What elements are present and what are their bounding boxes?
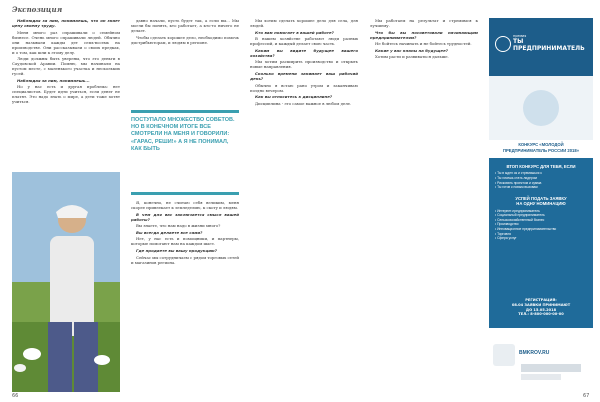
pullquote-rule-top bbox=[131, 110, 239, 113]
farmer-photo-icon bbox=[12, 172, 120, 392]
ad-registration bbox=[489, 298, 593, 317]
interview-question: Наблюдая за ним, понимаешь... bbox=[17, 77, 90, 83]
paragraph: Меня много раз спрашивали о семейном бизнесе. Очень много спрашивали людей. Обычно они называли кажды дет семь-восемь на производстве. Они рассказывали о своих предках, и о том, как шли к этому делу. bbox=[12, 29, 120, 55]
rubric-title: Экспозиция bbox=[12, 5, 63, 14]
paragraph: Люди должны быть уверены, что это деньги в Саудовской Аравии. Помню, мы начинали на пустом месте, с маленького участка и нескольких гусей. bbox=[12, 56, 120, 77]
qr-code-icon bbox=[493, 344, 515, 366]
ad-contest-line2: ПРЕДПРИНИМАТЕЛЬ РОССИИ 2018» bbox=[502, 147, 580, 153]
paragraph: Не бойтесь начинать и не бойтесь трудностей. bbox=[375, 41, 472, 47]
interview-question: В чем для вас заключается смысл вашей работы? bbox=[131, 211, 239, 222]
ad-contest-line1: КОНКУРС «МОЛОДОЙ bbox=[518, 142, 564, 147]
ad-footer-bar bbox=[521, 364, 581, 372]
award-logo-icon bbox=[495, 36, 511, 52]
ad-footer-bar-2 bbox=[521, 374, 561, 380]
paragraph: Но у нас есть и другая проблема: нет специалистов. Будет идти учиться, если денег не платят. Это надо знать о мире, а дети тоже хотят учиться. bbox=[12, 84, 120, 105]
ad-block2-sub: НА ОДНУ НОМИНАЦИЮ bbox=[516, 201, 566, 207]
paragraph: Дисциплина - это самое важное в любом деле. bbox=[255, 100, 352, 106]
ad-list-item: • Ты готов к новым вызовам bbox=[495, 185, 587, 190]
text-column-2-lower bbox=[131, 200, 239, 388]
ad-reg-line2: ДО 15.05.2018 bbox=[525, 307, 557, 312]
interview-question: Как вы относитесь к дисциплине? bbox=[255, 94, 333, 100]
text-column-4 bbox=[370, 18, 478, 390]
text-column-2 bbox=[131, 18, 239, 114]
interview-question: Кто вам помогает в вашей работе? bbox=[255, 29, 334, 35]
ad-footer bbox=[489, 336, 593, 390]
page-number-right: 67 bbox=[583, 393, 590, 399]
ad-reg-line1: 08.04 ЗАЯВКИ ПРИНИМАЮТ bbox=[511, 302, 571, 307]
paragraph: Нет, у нас есть и помощники, и партнеры, которые помогают нам на каждом шаге. bbox=[131, 236, 239, 247]
text-column-1 bbox=[12, 18, 120, 168]
ad-list-item: • Ты хочешь стать лидером bbox=[495, 176, 587, 181]
paragraph: Мы хотим расширить производство и открыть новые направления. bbox=[250, 59, 358, 70]
paragraph: Сейчас мы сотрудничаем с рядом торговых сетей и магазинов региона. bbox=[131, 254, 239, 265]
interview-question: Где продаете вы вашу продукцию? bbox=[136, 247, 217, 253]
portrait-photo bbox=[12, 172, 120, 392]
ad-contest-title bbox=[489, 142, 593, 153]
interview-question: Наблюдая за ним, понимаешь, что он знает цену своему труду. bbox=[12, 18, 120, 28]
advertisement bbox=[489, 18, 593, 390]
paragraph: В нашем хозяйстве работают люди разных профессий, и каждый делает свою часть. bbox=[250, 36, 358, 47]
ad-graphic-icon bbox=[489, 76, 593, 140]
ad-block1-title: ВТОП КОНКУРС ДЛЯ ТЕБЯ, ЕСЛИ bbox=[506, 164, 576, 169]
ad-site-link[interactable]: BMKROV.RU bbox=[519, 350, 550, 356]
interview-question: Каким вы видите будущее вашего хозяйства? bbox=[250, 47, 358, 58]
ad-list-item: • Рисковать проектом и сумма bbox=[495, 181, 587, 186]
interview-question: Вы всегда делаете все сами? bbox=[136, 229, 203, 235]
ad-list-item: • Ты в ыдел ок и стремишься к bbox=[495, 171, 587, 176]
paragraph: Обычно я встаю рано утром и заканчиваю поздно вечером. bbox=[250, 82, 358, 93]
ad-block2-title: УСПЕЙ ПОДАТЬ ЗАЯВКУ bbox=[515, 195, 567, 201]
page-number-left: 66 bbox=[12, 393, 19, 399]
ad-list-item: • Производство bbox=[495, 222, 587, 227]
interview-question: Какие у вас планы на будущее? bbox=[375, 47, 448, 53]
pullquote-rule-bottom bbox=[131, 192, 239, 195]
ad-block1-list bbox=[489, 171, 593, 189]
ad-reg-title: РЕГИСТРАЦИЯ: bbox=[525, 298, 557, 302]
ad-logo-small: премия bbox=[513, 34, 527, 38]
pullquote: ПОСТУПАЛО МНОЖЕСТВО СОВЕТОВ. НО В КОНЕЧНОМ ИТОГЕ ВСЕ СМОТРЕЛИ НА МЕНЯ И ГОВОРИЛИ: «ГАРАС, РЕШИ!» А Я НЕ ПОНИМАЛ, КАК БЫТЬ bbox=[131, 117, 235, 152]
paragraph: Мы хотим сделать хорошее дело для села, для людей. bbox=[250, 18, 358, 28]
paragraph: Мы работаем на результат и стремимся к лучшему. bbox=[370, 18, 478, 28]
ad-list-item: • Интернет-предприниматель bbox=[495, 209, 587, 214]
ad-block2-list bbox=[489, 209, 593, 241]
text-column-3 bbox=[250, 18, 358, 390]
interview-question: Что бы вы посоветовали начинающим предпринимателям? bbox=[370, 29, 478, 40]
ad-list-item: • Инновационное предпринимательство bbox=[495, 227, 587, 232]
paragraph: давно начали, пусть будет так, а если вы... Мы могли бы понять, кто работает, а кто-то ничего не делает. bbox=[131, 18, 239, 33]
ad-list-item: • Торговля bbox=[495, 232, 587, 237]
paragraph: Вы знаете, что нам надо в жизни много? bbox=[136, 223, 221, 229]
paragraph: Я, конечно, не считаю себя великим, меня скорее привлекает к земледелию, к скоту и людям. bbox=[131, 200, 239, 210]
paragraph: Хотим расти и развиваться дальше. bbox=[375, 54, 449, 60]
ad-header bbox=[489, 18, 593, 76]
ad-logo-text bbox=[513, 34, 593, 52]
ad-reg-phone: ТЕЛ.: 8-800-000-00-00 bbox=[518, 312, 564, 317]
ad-list-item: • Сельскохозяйственный бизнес bbox=[495, 218, 587, 223]
interview-question: Сколько времени занимает ваш рабочий день? bbox=[250, 70, 358, 81]
ad-logo-big: ТЫ ПРЕДПРИНИМАТЕЛЬ bbox=[513, 38, 585, 53]
ad-list-item: • Социальный предприниматель bbox=[495, 213, 587, 218]
paragraph: Чтобы сделать хорошее дело, необходимо помочь дистрибьюторам, и людям в регионе. bbox=[131, 34, 239, 45]
ad-list-item: • Сфера услуг bbox=[495, 236, 587, 241]
